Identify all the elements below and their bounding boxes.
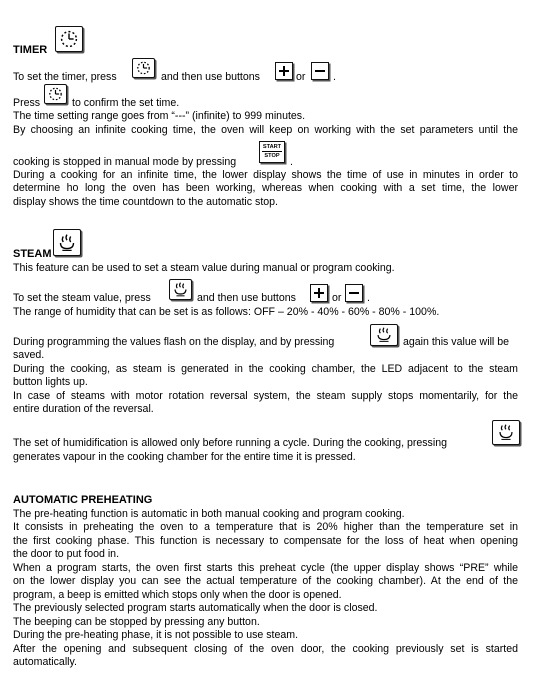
steam-line8: In case of steams with motor rotation reversal system, the steam supply stops momentarily, for the <box>13 390 518 402</box>
timer-line1-d: . <box>333 71 336 83</box>
steam-line2-a: To set the steam value, press <box>13 292 151 304</box>
timer-line5-a: cooking is stopped in manual mode by pressing <box>13 156 237 168</box>
steam-line2-c: or <box>332 292 342 304</box>
steam-heading: STEAM <box>13 248 52 260</box>
preheat-line: automatically. <box>13 656 77 668</box>
minus-button-icon <box>311 62 329 80</box>
timer-line1-c: or <box>296 71 306 83</box>
timer-heading: TIMER <box>13 44 48 56</box>
preheat-line: When a program starts, the oven first starts this preheat cycle (the upper display shows “PRE” while <box>13 562 518 574</box>
steam-line7: button lights up. <box>13 376 88 388</box>
steam-line4-b: again this value will be <box>403 336 509 348</box>
steam-line2-d: . <box>367 292 370 304</box>
timer-line4: By choosing an infinite cooking time, the oven will keep on working with the set parameters until the <box>13 124 518 136</box>
preheat-line: The previously selected program starts automatically when the door is closed. <box>13 602 378 614</box>
timer-line2-a: Press <box>13 97 41 109</box>
steam-line2-b: and then use buttons <box>197 292 296 304</box>
preheat-line: During the pre-heating phase, it is not possible to use steam. <box>13 629 299 641</box>
steam-line11: generates vapour in the cooking chamber for the entire time it is pressed. <box>13 451 356 463</box>
timer-line1-b: and then use buttons <box>161 71 260 83</box>
stop-label: STOP <box>264 153 280 159</box>
timer-line1-a: To set the timer, press <box>13 71 117 83</box>
start-label: START <box>262 144 282 150</box>
steam-icon <box>370 324 398 346</box>
preheat-line: After the opening and subsequent closing of the oven door, the cooking previously set is started <box>13 643 518 655</box>
preheat-line: on the lower display you can see the actual temperature of the cooking chamber). At the end of the <box>13 575 518 587</box>
minus-button-icon <box>345 284 363 302</box>
timer-heading-icon <box>55 26 83 52</box>
timer-line7: determine ho long the oven has been working, whereas when cooking with a set time, the lower <box>13 182 518 194</box>
preheat-line: program, a beep is emitted which stops only when the door is opened. <box>13 589 342 601</box>
plus-button-icon <box>275 62 293 80</box>
preheat-line: the door to put food in. <box>13 548 120 560</box>
steam-line3: The range of humidity that can be set is as follows: OFF – 20% - 40% - 60% - 80% - 100%. <box>13 306 440 318</box>
preheat-line: The beeping can be stopped by pressing any button. <box>13 616 260 628</box>
timer-line5-b: . <box>290 156 293 168</box>
steam-line6: During the cooking, as steam is generated in the cooking chamber, the LED adjacent to the steam <box>13 363 518 375</box>
timer-line2-b: to confirm the set time. <box>72 97 180 109</box>
steam-line5: saved. <box>13 349 45 361</box>
start-stop-icon <box>259 141 285 163</box>
timer-clock-icon <box>44 84 67 104</box>
preheat-line: It consists in preheating the oven to a temperature that is 20% higher than the temperature set in <box>13 521 518 533</box>
preheat-heading: AUTOMATIC PREHEATING <box>13 494 153 506</box>
timer-clock-icon <box>132 58 155 78</box>
steam-line9: entire duration of the reversal. <box>13 403 154 415</box>
steam-line10: The set of humidification is allowed only before running a cycle. During the cooking, pressing <box>13 437 447 449</box>
start-stop-divider <box>262 151 282 152</box>
steam-line4-a: During programming the values flash on the display, and by pressing <box>13 336 335 348</box>
timer-line8: display shows the time countdown to the automatic stop. <box>13 196 278 208</box>
steam-line1: This feature can be used to set a steam value during manual or program cooking. <box>13 262 395 274</box>
steam-icon <box>492 420 520 445</box>
plus-button-icon <box>310 284 328 302</box>
steam-heading-icon <box>53 229 81 256</box>
preheat-line: the first cooking phase. This function is necessary to compensate for the loss of heat when opening <box>13 535 518 547</box>
preheat-line: The pre-heating function is automatic in both manual cooking and program cooking. <box>13 508 405 520</box>
steam-icon <box>169 279 192 300</box>
timer-line6: During a cooking for an infinite time, the lower display shows the time of use in minutes in order to <box>13 169 518 181</box>
timer-line3: The time setting range goes from “---” (infinite) to 999 minutes. <box>13 110 306 122</box>
